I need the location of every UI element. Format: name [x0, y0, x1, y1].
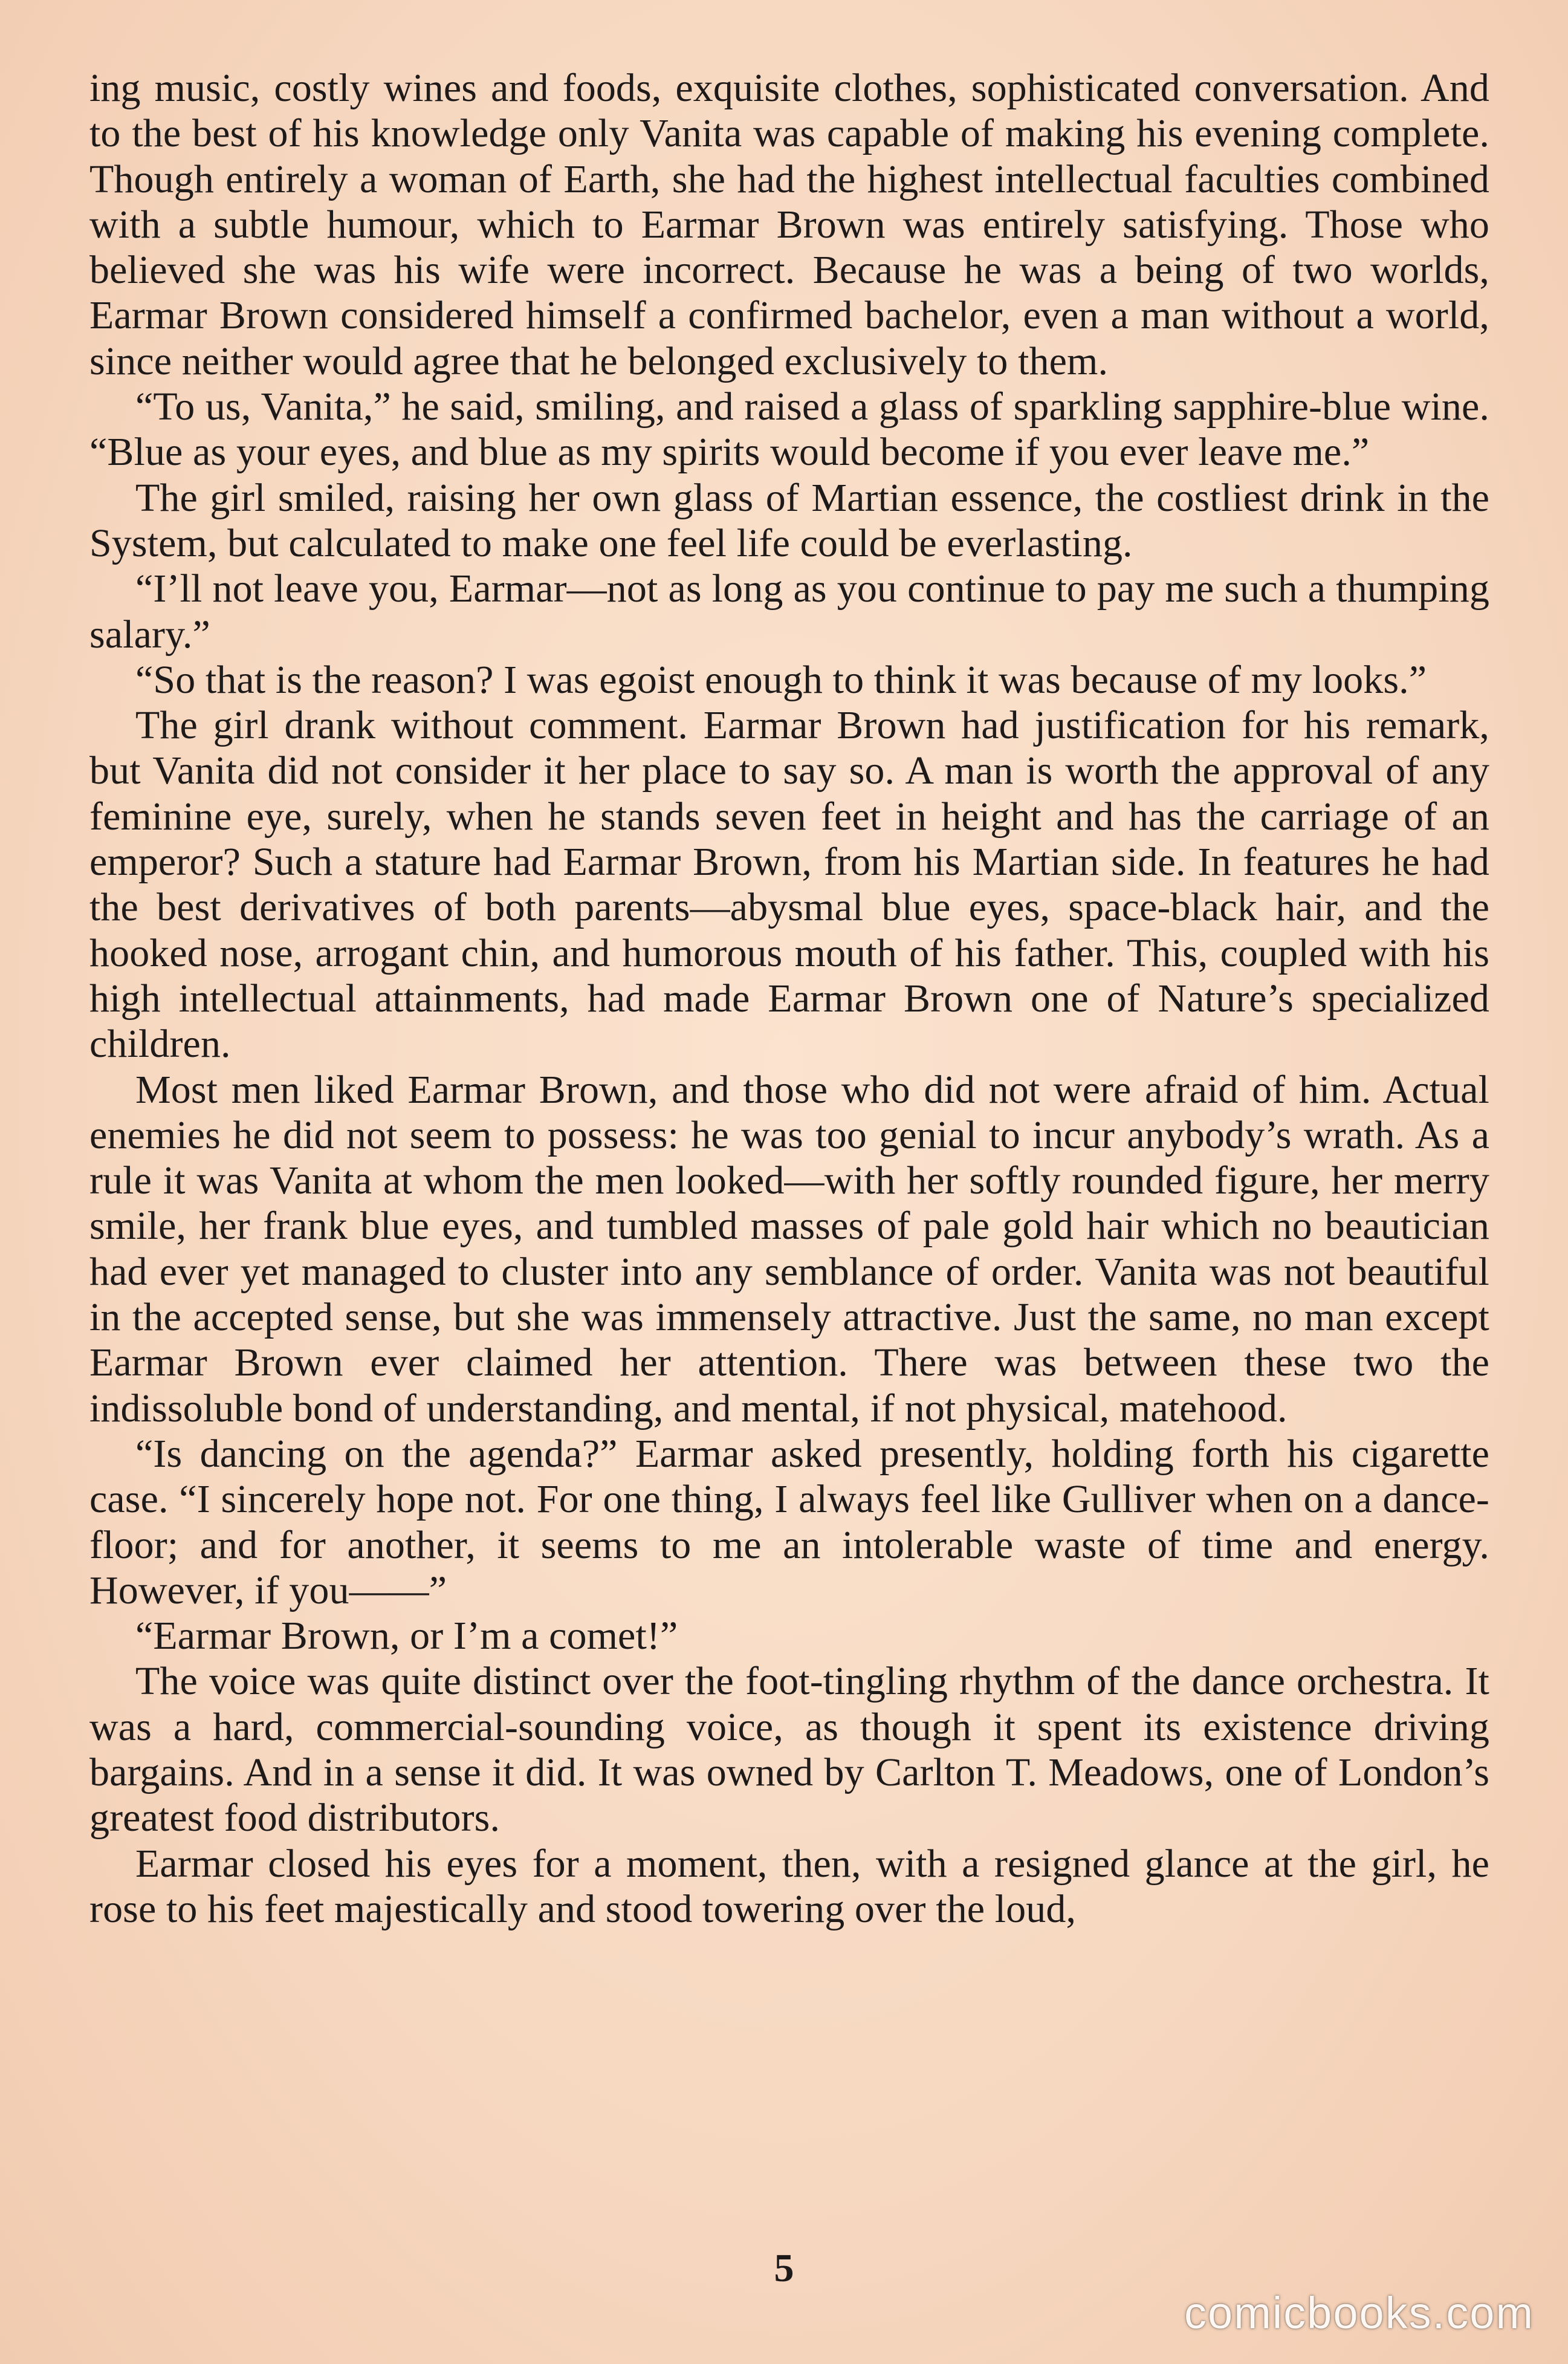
paragraph: “So that is the reason? I was egoist enough to think it was because of my looks.” — [135, 657, 1427, 702]
body-text — [89, 65, 1489, 1932]
paragraph: Most men liked Earmar Brown, and those who did not were afraid of him. Actual enemies he did not seem to possess: he was too genial to incur anybody’s wrath. As a rule it was Vanita at whom the men looked—with her softly rounded figure, her merry smile, her frank blue eyes, and tumbled masses of pale gold hair which no beautician had ever yet managed to cluster into any semblance of order. Vanita was not beautiful in the accepted sense, but she was immensely attractive. Just the same, no man except Earmar Brown ever claimed her attention. There was between these two the indissoluble bond of understanding, and mental, if not physical, matehood. — [89, 1067, 1489, 1430]
paragraph: “Is dancing on the agenda?” Earmar asked presently, holding forth his cigarette case. “I sincerely hope not. For one thing, I always feel like Gulliver when on a dance-floor; and for another, it seems to me an intolerable waste of time and energy. However, if you——” — [89, 1431, 1489, 1612]
paragraph: “Earmar Brown, or I’m a comet!” — [135, 1614, 678, 1658]
paragraph: The voice was quite distinct over the foot-tingling rhythm of the dance orchestra. It was a hard, commercial-sounding voice, as though it spent its existence driving bargains. And in a sense it did. It was owned by Carlton T. Meadows, one of London’s greatest food distributors. — [89, 1659, 1489, 1840]
paragraph: “I’ll not leave you, Earmar—not as long as you continue to pay me such a thumping salary.” — [89, 567, 1489, 657]
paragraph: Earmar closed his eyes for a moment, then, with a resigned glance at the girl, he rose to his feet majestically and stood towering over the loud, — [89, 1841, 1489, 1931]
paragraph: The girl smiled, raising her own glass of Martian essence, the costliest drink in the System, but calculated to make one feel life could be everlasting. — [89, 475, 1489, 565]
watermark: comicbooks.com — [1184, 2288, 1534, 2338]
paragraph: The girl drank without comment. Earmar Brown had justification for his remark, but Vanita did not consider it her place to say so. A man is worth the approval of any feminine eye, surely, when he stands seven feet in height and has the carriage of an emperor? Such a stature had Earmar Brown, from his Martian side. In features he had the best derivatives of both parents—abysmal blue eyes, space-black hair, and the hooked nose, arrogant chin, and humorous mouth of his father. This, coupled with his high intellectual attainments, had made Earmar Brown one of Nature’s specialized children. — [89, 703, 1489, 1067]
page-number: 5 — [774, 2246, 794, 2290]
paragraph: “To us, Vanita,” he said, smiling, and raised a glass of sparkling sapphire-blue wine. “Blue as your eyes, and blue as my spirits would become if you ever leave me.” — [89, 385, 1489, 475]
paragraph-continuation: ing music, costly wines and foods, exquisite clothes, sophisticated conversation. And to the best of his knowledge only Vanita was capable of making his evening complete. Though entirely a woman of Earth, she had the highest intellectual faculties combined with a subtle humour, which to Earmar Brown was entirely satisfying. Those who believed she was his wife were incorrect. Because he was a being of two worlds, Earmar Brown considered himself a confirmed bachelor, even a man without a world, since neither would agree that he belonged exclusively to them. — [89, 66, 1489, 383]
